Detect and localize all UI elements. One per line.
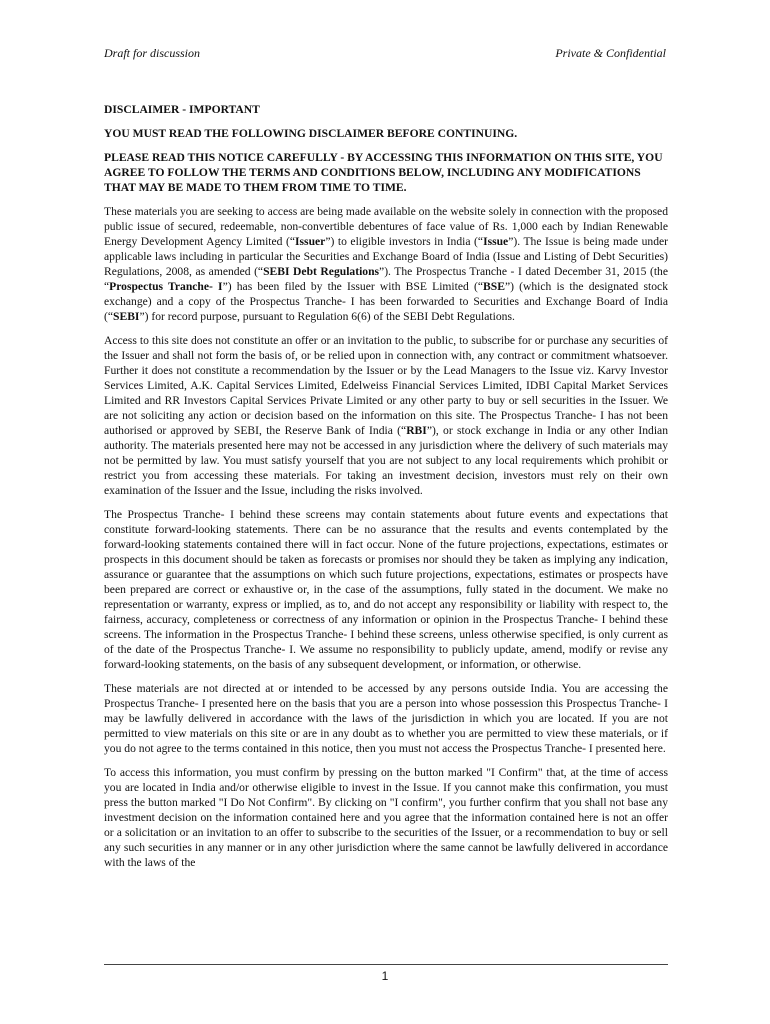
notice-heading: PLEASE READ THIS NOTICE CAREFULLY - BY ACCESSING THIS INFORMATION ON THIS SITE, YOU AGREE TO FOLLOW THE TERMS AND CONDITIONS BELOW, INCLUDING ANY MODIFICATIONS THAT MAY BE MADE TO THEM FROM TIME TO TIME.	[104, 151, 663, 194]
page-header	[104, 46, 666, 60]
document-body	[104, 102, 668, 870]
header-right-text: Private & Confidential	[555, 46, 666, 60]
header-left-text: Draft for discussion	[104, 46, 201, 60]
p1-text-6: ”) (which is the designated stock exchange) and a copy of the Prospectus Tranche- I has been forwarded to Securities and Exchange Board of India (“	[104, 280, 668, 323]
page-number: 1	[381, 969, 389, 983]
p1-bold-prospectus-tranche: Prospectus Tranche- I	[109, 280, 223, 293]
p2-text-1: Access to this site does not constitute an offer or an invitation to the public, to subscribe for or purchase any securities of the Issuer and shall not form the basis of, or be relied upon in connection with, any contract or commitment whatsoever. Further it does not constitute a recommendation by the Issuer or by the Lead Managers to the Issue viz. Karvy Investor Services Limited, A.K. Capital Services Limited, Edelweiss Financial Services Limited, IDBI Capital Market Services Limited and RR Investors Capital Services Private Limited or any other party to buy or sell securities in the Issuer. We are not soliciting any action or decision based on the information on this site. The Prospectus Tranche- I has not been authorised or approved by SEBI, the Reserve Bank of India (“	[104, 334, 668, 437]
p1-bold-sebi: SEBI	[113, 310, 140, 323]
paragraph-no-offer	[104, 333, 668, 498]
read-before-continuing-heading: YOU MUST READ THE FOLLOWING DISCLAIMER BEFORE CONTINUING.	[104, 127, 518, 140]
p2-text-2: ”), or stock exchange in India or any other Indian authority. The materials presented here may not be accessed in any jurisdiction where the delivery of such materials may not be permitted by law. You must satisfy yourself that you are not subject to any local requirements which prohibit or restrict you from accessing these materials. For taking an investment decision, investors must rely on their own examination of the Issuer and the Issue, including the risks involved.	[104, 424, 669, 497]
paragraph-confirm-access: To access this information, you must confirm by pressing on the button marked "I Confirm" that, at the time of access you are located in India and/or otherwise eligible to invest in the Issue. If you cannot make this confirmation, you must press the button marked "I Do Not Confirm". By clicking on "I confirm", you further confirm that you shall not base any investment decision on the information contained here and you agree that the information contained here is not an offer or a solicitation or an invitation to an offer to subscribe to the securities of the Issuer, or a recommendation to buy or sell any such securities in any manner or in any other jurisdiction where the same cannot be lawfully delivered in accordance with the laws of the	[104, 766, 668, 869]
p1-bold-bse: BSE	[483, 280, 505, 293]
p1-text-3: ”). The Issue is being made under applicable laws including in particular the Securities and Exchange Board of India (Issue and Listing of Debt Securities) Regulations, 2008, as amended (“	[104, 235, 669, 278]
disclaimer-title: DISCLAIMER - IMPORTANT	[104, 103, 260, 116]
p1-text-5: ”) has been filed by the Issuer with BSE Limited (“	[222, 280, 484, 293]
p1-text-7: ”) for record purpose, pursuant to Regulation 6(6) of the SEBI Debt Regulations.	[139, 310, 515, 323]
p1-text-1: These materials you are seeking to access are being made available on the website solely in connection with the proposed public issue of secured, redeemable, non-convertible debentures of face value of Rs. 1,000 each by Indian Renewable Energy Development Agency Limited (“	[104, 205, 668, 248]
p1-bold-issue: Issue	[483, 235, 509, 248]
paragraph-forward-looking: The Prospectus Tranche- I behind these screens may contain statements about future events and expectations that constitute forward-looking statements. There can be no assurance that the results and events contemplated by the forward-looking statements contained there will in fact occur. None of the future projections, expectations, estimates or prospects in this document should be taken as forecasts or promises nor should they be taken as implying any indication, assurance or guarantee that the assumptions on which such future projections, expectations, estimates or prospects have been prepared are correct or exhaustive or, in the case of the assumptions, fully stated in the document. We make no representation or warranty, express or implied, as to, and do not accept any responsibility or liability with respect to, the fairness, accuracy, completeness or correctness of any information or opinion in the Prospectus Tranche- I behind these screens. The information in the Prospectus Tranche- I behind these screens, unless otherwise specified, is only current as of the date of the Prospectus Tranche- I. We assume no responsibility to publicly update, amend, modify or revise any forward-looking statements, on the basis of any subsequent development, or information, or otherwise.	[104, 508, 668, 671]
p1-text-2: ”) to eligible investors in India (“	[325, 235, 484, 248]
p1-bold-issuer: Issuer	[295, 235, 326, 248]
footer-divider	[104, 964, 668, 965]
p1-text-4: ”). The Prospectus Tranche - I dated December 31, 2015 (the “	[104, 265, 668, 293]
p1-bold-sebi-debt-regulations: SEBI Debt Regulations	[263, 265, 380, 278]
p2-bold-rbi: RBI	[406, 424, 427, 437]
paragraph-jurisdiction: These materials are not directed at or intended to be accessed by any persons outside India. You are accessing the Prospectus Tranche- I presented here on the basis that you are a person into whose possession this Prospectus Tranche- I may be lawfully delivered in accordance with the laws of the jurisdiction in which you are located. If you are not permitted to view materials on this site or are in any doubt as to whether you are permitted to view these materials, or if you do not agree to the terms contained in this notice, then you must not access the Prospectus Tranche- I presented here.	[104, 682, 668, 755]
paragraph-issue-details	[104, 204, 668, 324]
